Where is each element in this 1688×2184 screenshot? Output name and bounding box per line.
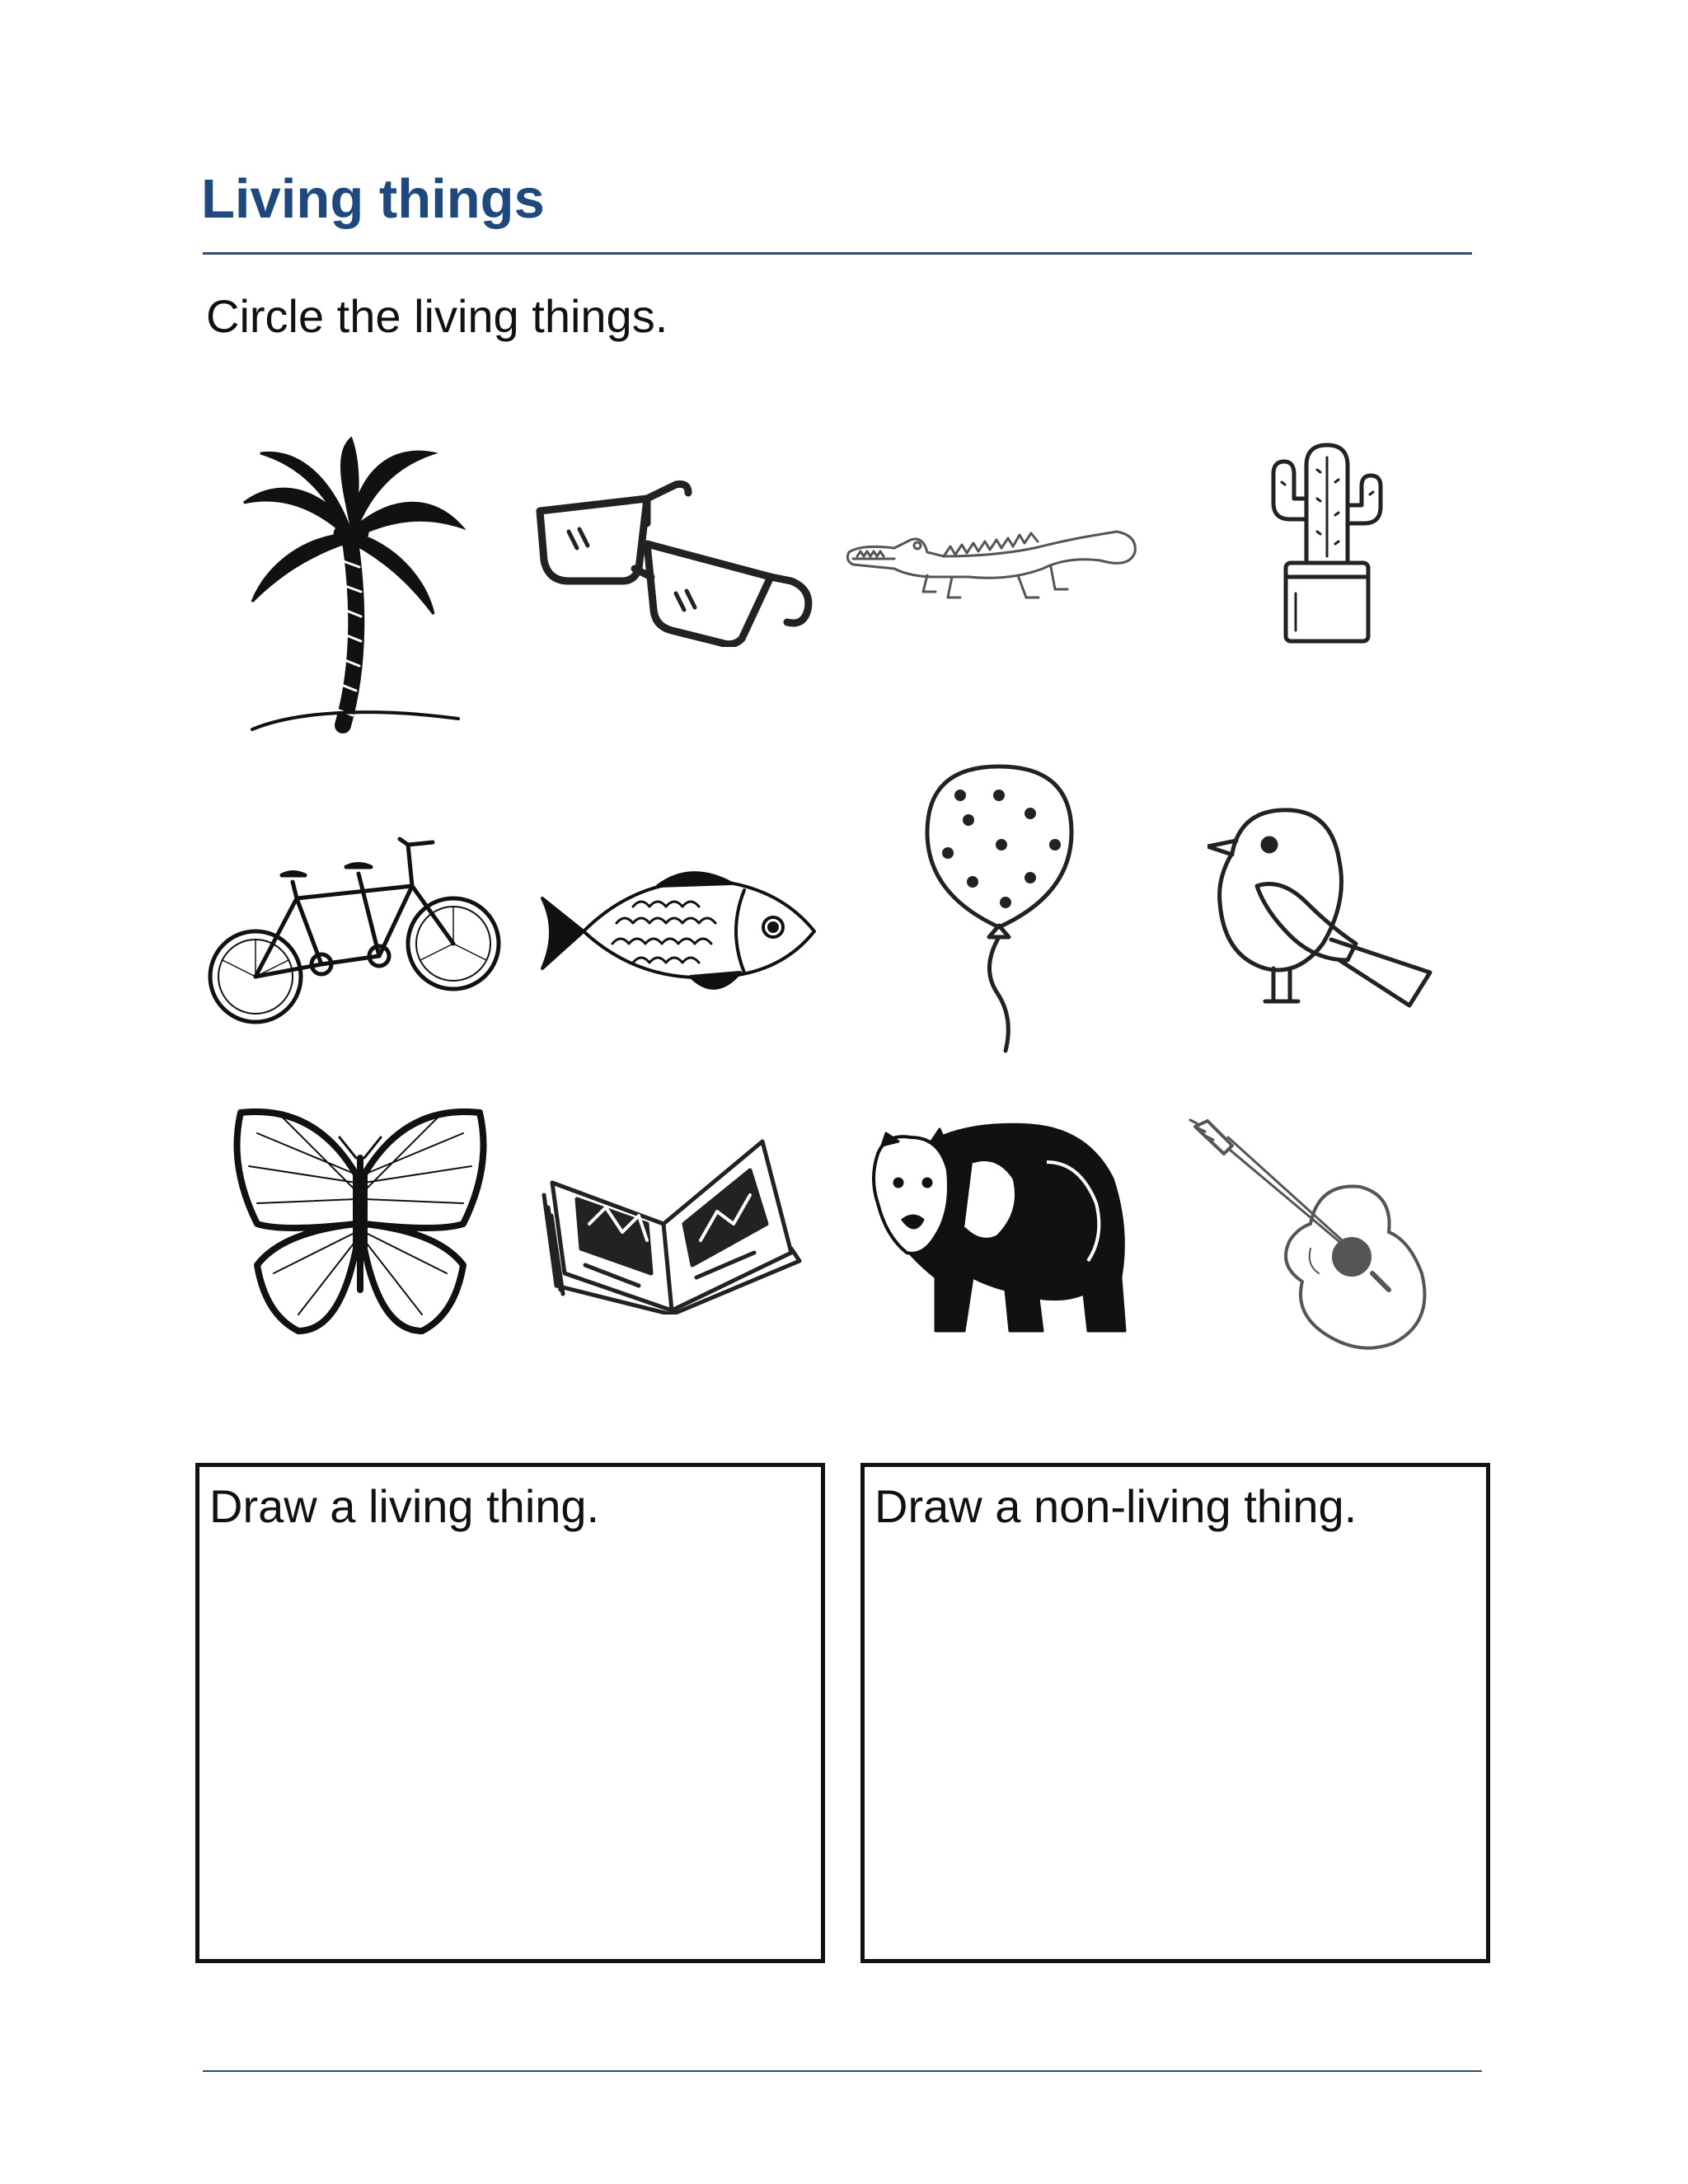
title-divider: [203, 252, 1472, 255]
balloon-icon[interactable]: [923, 762, 1076, 1055]
cactus-icon[interactable]: [1261, 441, 1393, 647]
draw-living-label: Draw a living thing.: [209, 1480, 600, 1532]
glasses-icon[interactable]: [532, 478, 816, 647]
tandem-bicycle-icon[interactable]: [206, 824, 503, 1026]
draw-non-living-label: Draw a non-living thing.: [874, 1480, 1357, 1532]
fish-icon[interactable]: [534, 865, 818, 997]
draw-living-box[interactable]: [195, 1463, 825, 1963]
book-icon[interactable]: [540, 1133, 812, 1315]
crocodile-icon[interactable]: [845, 519, 1142, 614]
palm-tree-icon[interactable]: [236, 437, 467, 742]
instruction-text: Circle the living things.: [206, 290, 668, 342]
footer-divider: [203, 2070, 1482, 2072]
bird-icon[interactable]: [1207, 804, 1455, 1010]
draw-non-living-box[interactable]: [860, 1463, 1490, 1963]
butterfly-icon[interactable]: [232, 1108, 488, 1339]
bear-icon[interactable]: [865, 1113, 1129, 1335]
page-title: Living things: [201, 168, 545, 230]
guitar-icon[interactable]: [1187, 1117, 1434, 1352]
